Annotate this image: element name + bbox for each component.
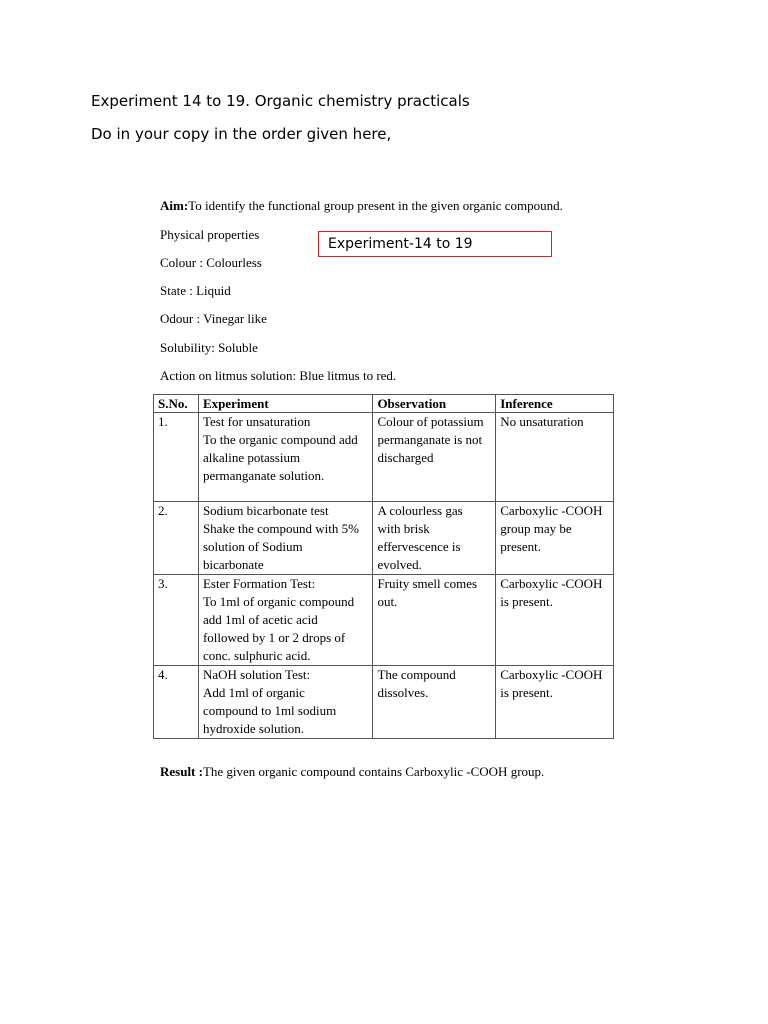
cell-line: solution of Sodium [202, 539, 303, 554]
cell-line: present. [500, 539, 541, 554]
cell-line: The compound [377, 667, 456, 682]
header-sno: S.No. [154, 395, 199, 413]
state-property: State : Liquid [160, 283, 231, 298]
cell-experiment [198, 502, 372, 575]
cell-line: Carboxylic -COOH [500, 576, 603, 591]
odour-property: Odour : Vinegar like [160, 311, 267, 326]
table-row [154, 413, 614, 502]
cell-line: hydroxide solution. [202, 721, 305, 736]
cell-line: To 1ml of organic compound [202, 594, 355, 609]
header-experiment: Experiment [198, 395, 372, 413]
cell-line: group may be [500, 521, 572, 536]
cell-observation [373, 413, 496, 502]
cell-line: compound to 1ml sodium [202, 703, 337, 718]
result-text: The given organic compound contains Carboxylic -COOH group. [202, 764, 545, 779]
aim-text: To identify the functional group present in the given organic compound. [188, 198, 563, 213]
physical-properties-heading: Physical properties [160, 227, 260, 242]
cell-line: Fruity smell comes [377, 576, 478, 591]
cell-inference [496, 502, 614, 575]
cell-line: bicarbonate [202, 557, 264, 572]
cell-observation [373, 575, 496, 666]
header-inference: Inference [496, 395, 614, 413]
cell-line: out. [377, 594, 398, 609]
cell-line: is present. [500, 685, 553, 700]
cell-sno: 4. [154, 666, 199, 739]
cell-line: with brisk [377, 521, 430, 536]
cell-sno: 1. [154, 413, 199, 502]
page-heading: Experiment 14 to 19. Organic chemistry practicals [91, 92, 470, 110]
table-row [154, 502, 614, 575]
cell-line: is present. [500, 594, 553, 609]
cell-line: alkaline potassium [202, 450, 301, 465]
cell-line: permanganate is not [377, 432, 483, 447]
colour-property: Colour : Colourless [160, 255, 262, 270]
cell-line: NaOH solution Test: [202, 667, 311, 682]
aim-label: Aim: [160, 198, 189, 213]
litmus-property: Action on litmus solution: Blue litmus to red. [160, 368, 397, 383]
cell-line: Test for unsaturation [202, 414, 311, 429]
table-row [154, 666, 614, 739]
cell-line: Ester Formation Test: [202, 576, 316, 591]
cell-line: add 1ml of acetic acid [202, 612, 318, 627]
cell-line: Sodium bicarbonate test [202, 503, 329, 518]
experiment-label-box: Experiment-14 to 19 [318, 231, 552, 257]
cell-observation [373, 666, 496, 739]
result-label: Result : [160, 764, 203, 779]
cell-line: conc. sulphuric acid. [202, 648, 311, 663]
cell-observation [373, 502, 496, 575]
cell-line: Carboxylic -COOH [500, 503, 603, 518]
cell-sno: 2. [154, 502, 199, 575]
cell-line: Carboxylic -COOH [500, 667, 603, 682]
cell-line: evolved. [377, 557, 422, 572]
cell-line: permanganate solution. [202, 468, 325, 483]
cell-line: followed by 1 or 2 drops of [202, 630, 346, 645]
aim-line [160, 198, 563, 214]
header-observation: Observation [373, 395, 496, 413]
cell-sno: 3. [154, 575, 199, 666]
cell-experiment [198, 413, 372, 502]
cell-line: A colourless gas [377, 503, 463, 518]
cell-line: dissolves. [377, 685, 429, 700]
cell-line: Add 1ml of organic [202, 685, 305, 700]
cell-line: Colour of potassium [377, 414, 484, 429]
cell-line: No unsaturation [500, 414, 584, 429]
cell-line: discharged [377, 450, 434, 465]
result-line [160, 764, 544, 780]
cell-inference [496, 575, 614, 666]
cell-line: To the organic compound add [202, 432, 358, 447]
cell-inference [496, 666, 614, 739]
table-header-row [154, 395, 614, 413]
instruction-text: Do in your copy in the order given here, [91, 125, 392, 143]
cell-line: Shake the compound with 5% [202, 521, 359, 536]
cell-line: effervescence is [377, 539, 461, 554]
cell-inference [496, 413, 614, 502]
cell-experiment [198, 575, 372, 666]
cell-experiment [198, 666, 372, 739]
solubility-property: Solubility: Soluble [160, 340, 258, 355]
table-row [154, 575, 614, 666]
experiment-table [153, 394, 614, 739]
